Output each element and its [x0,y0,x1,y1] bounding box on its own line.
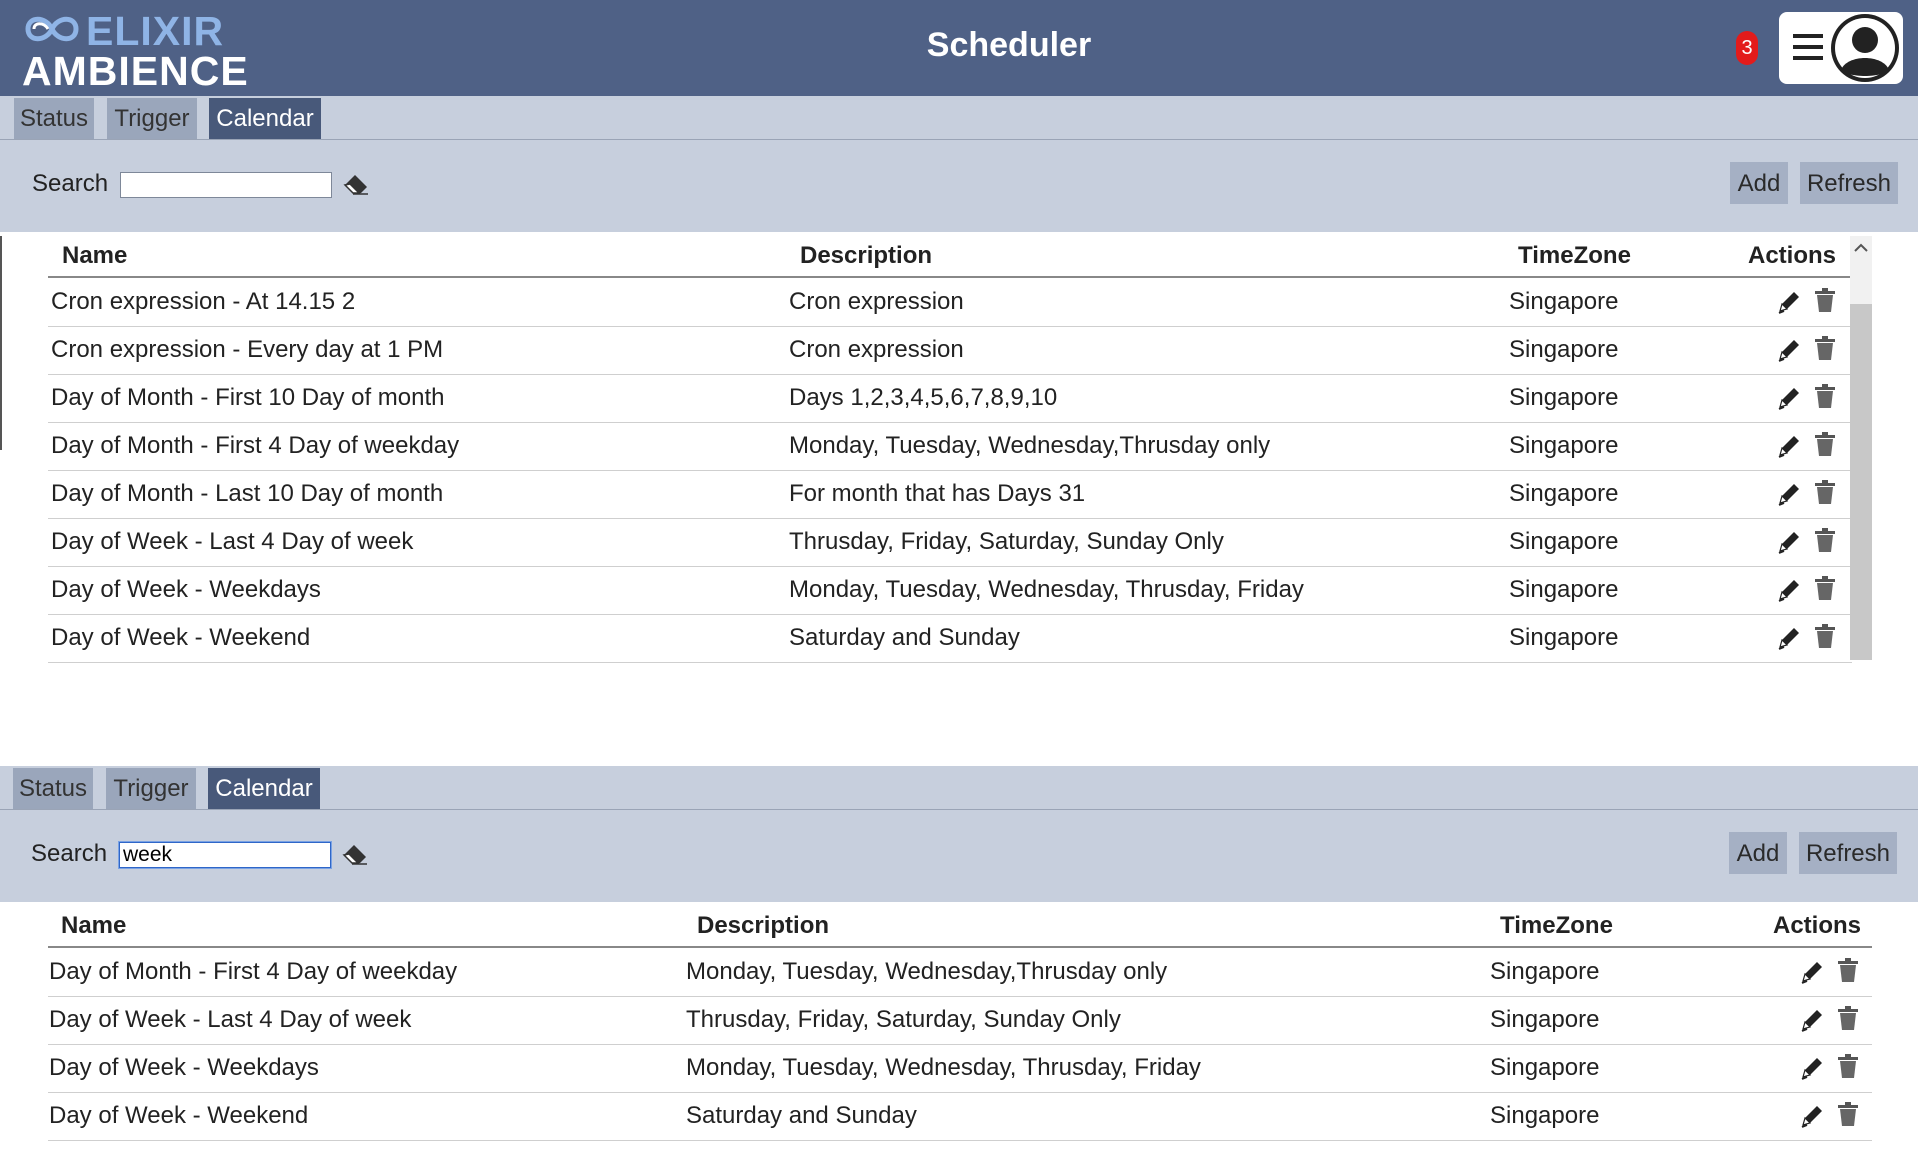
table-row[interactable] [48,471,1852,519]
panel-edge [0,236,2,450]
cell-description: Monday, Tuesday, Wednesday, Thrusday, Friday [686,1054,1201,1081]
delete-trash-icon[interactable] [1812,383,1838,409]
table-row[interactable] [48,615,1852,663]
edit-pencil-icon[interactable] [1776,481,1802,507]
table-row[interactable] [48,279,1852,327]
cell-description: Thrusday, Friday, Saturday, Sunday Only [686,1006,1121,1033]
table-row[interactable] [48,375,1852,423]
table-row[interactable] [48,327,1852,375]
column-header-actions: Actions [1773,912,1862,939]
scroll-up-icon[interactable] [1853,242,1869,254]
delete-trash-icon[interactable] [1835,957,1861,983]
tab-trigger[interactable]: Trigger [107,98,197,139]
delete-trash-icon[interactable] [1812,623,1838,649]
delete-trash-icon[interactable] [1835,1005,1861,1031]
cell-description: Monday, Tuesday, Wednesday,Thrusday only [789,432,1271,459]
refresh-button[interactable]: Refresh [1799,832,1897,874]
column-header-actions: Actions [1748,242,1837,269]
page-title: Scheduler [926,26,1092,64]
tab-status[interactable]: Status [13,768,93,809]
search-input[interactable] [119,842,331,868]
edit-pencil-icon[interactable] [1776,433,1802,459]
cell-name: Day of Month - First 4 Day of weekday [49,958,458,985]
cell-timezone: Singapore [1509,528,1619,555]
table-row[interactable] [48,519,1852,567]
cell-description: Days 1,2,3,4,5,6,7,8,9,10 [789,384,1058,411]
notification-badge[interactable]: 3 [1736,31,1758,65]
tab-bar [0,766,1918,810]
cell-timezone: Singapore [1509,384,1619,411]
edit-pencil-icon[interactable] [1776,529,1802,555]
menu-icon[interactable] [1793,34,1823,62]
cell-timezone: Singapore [1490,958,1600,985]
cell-name: Day of Week - Weekdays [51,576,321,603]
cell-description: Saturday and Sunday [686,1102,917,1129]
cell-name: Day of Week - Weekend [49,1102,309,1129]
edit-pencil-icon[interactable] [1776,577,1802,603]
delete-trash-icon[interactable] [1812,527,1838,553]
cell-timezone: Singapore [1509,576,1619,603]
tab-status[interactable]: Status [14,98,94,139]
tab-bar [0,96,1918,140]
refresh-button[interactable]: Refresh [1800,162,1898,204]
search-toolbar [0,140,1918,232]
cell-timezone: Singapore [1490,1054,1600,1081]
calendar-panel-top [0,96,1918,696]
cell-name: Cron expression - At 14.15 2 [51,288,356,315]
delete-trash-icon[interactable] [1812,287,1838,313]
search-toolbar [0,810,1918,902]
delete-trash-icon[interactable] [1812,575,1838,601]
calendar-table [48,236,1852,651]
delete-trash-icon[interactable] [1835,1101,1861,1127]
cell-name: Day of Week - Last 4 Day of week [51,528,414,555]
cell-name: Day of Month - Last 10 Day of month [51,480,444,507]
column-header-description[interactable]: Description [697,912,830,939]
table-header-row [48,906,1872,948]
avatar-icon[interactable] [1829,12,1901,84]
logo-text-top: ELIXIR [86,8,225,54]
delete-trash-icon[interactable] [1812,335,1838,361]
delete-trash-icon[interactable] [1812,431,1838,457]
table-row[interactable] [48,423,1852,471]
user-menu[interactable] [1779,12,1903,84]
calendar-table [48,906,1872,1150]
tab-calendar[interactable]: Calendar [209,98,321,139]
edit-pencil-icon[interactable] [1776,625,1802,651]
cell-description: Saturday and Sunday [789,624,1020,651]
search-label: Search [32,170,109,197]
cell-name: Day of Month - First 10 Day of month [51,384,445,411]
cell-description: Thrusday, Friday, Saturday, Sunday Only [789,528,1224,555]
cell-description: Cron expression [789,288,964,315]
add-button[interactable]: Add [1730,162,1788,204]
tab-calendar[interactable]: Calendar [208,768,320,809]
eraser-icon[interactable] [341,840,369,866]
cell-description: For month that has Days 31 [789,480,1086,507]
cell-name: Day of Week - Last 4 Day of week [49,1006,412,1033]
table-row[interactable] [48,1093,1872,1141]
edit-pencil-icon[interactable] [1776,289,1802,315]
edit-pencil-icon[interactable] [1776,385,1802,411]
table-header-row [48,236,1852,278]
table-row[interactable] [48,997,1872,1045]
cell-timezone: Singapore [1509,480,1619,507]
add-button[interactable]: Add [1729,832,1787,874]
cell-name: Day of Week - Weekdays [49,1054,319,1081]
search-label: Search [31,840,108,867]
column-header-description[interactable]: Description [800,242,933,269]
cell-timezone: Singapore [1490,1006,1600,1033]
delete-trash-icon[interactable] [1812,479,1838,505]
column-header-timezone[interactable]: TimeZone [1518,242,1631,269]
logo-text-bottom: AMBIENCE [22,48,249,94]
cell-name: Day of Month - First 4 Day of weekday [51,432,460,459]
column-header-timezone[interactable]: TimeZone [1500,912,1613,939]
table-row[interactable] [48,949,1872,997]
cell-timezone: Singapore [1509,432,1619,459]
calendar-panel-bottom [0,766,1918,1150]
table-row[interactable] [48,567,1852,615]
edit-pencil-icon[interactable] [1799,1103,1825,1129]
cell-description: Monday, Tuesday, Wednesday, Thrusday, Friday [789,576,1304,603]
cell-timezone: Singapore [1490,1102,1600,1129]
scrollbar-thumb[interactable] [1850,304,1872,660]
cell-description: Cron expression [789,336,964,363]
cell-timezone: Singapore [1509,288,1619,315]
cell-name: Day of Week - Weekend [51,624,311,651]
cell-description: Monday, Tuesday, Wednesday,Thrusday only [686,958,1168,985]
edit-pencil-icon[interactable] [1776,337,1802,363]
column-header-name[interactable]: Name [62,242,128,269]
column-header-name[interactable]: Name [61,912,127,939]
cell-name: Cron expression - Every day at 1 PM [51,336,444,363]
cell-timezone: Singapore [1509,624,1619,651]
search-input[interactable] [120,172,332,198]
edit-pencil-icon[interactable] [1799,1055,1825,1081]
app-header [0,0,1918,96]
edit-pencil-icon[interactable] [1799,1007,1825,1033]
edit-pencil-icon[interactable] [1799,959,1825,985]
tab-trigger[interactable]: Trigger [106,768,196,809]
eraser-icon[interactable] [342,170,370,196]
table-row[interactable] [48,1045,1872,1093]
cell-timezone: Singapore [1509,336,1619,363]
delete-trash-icon[interactable] [1835,1053,1861,1079]
